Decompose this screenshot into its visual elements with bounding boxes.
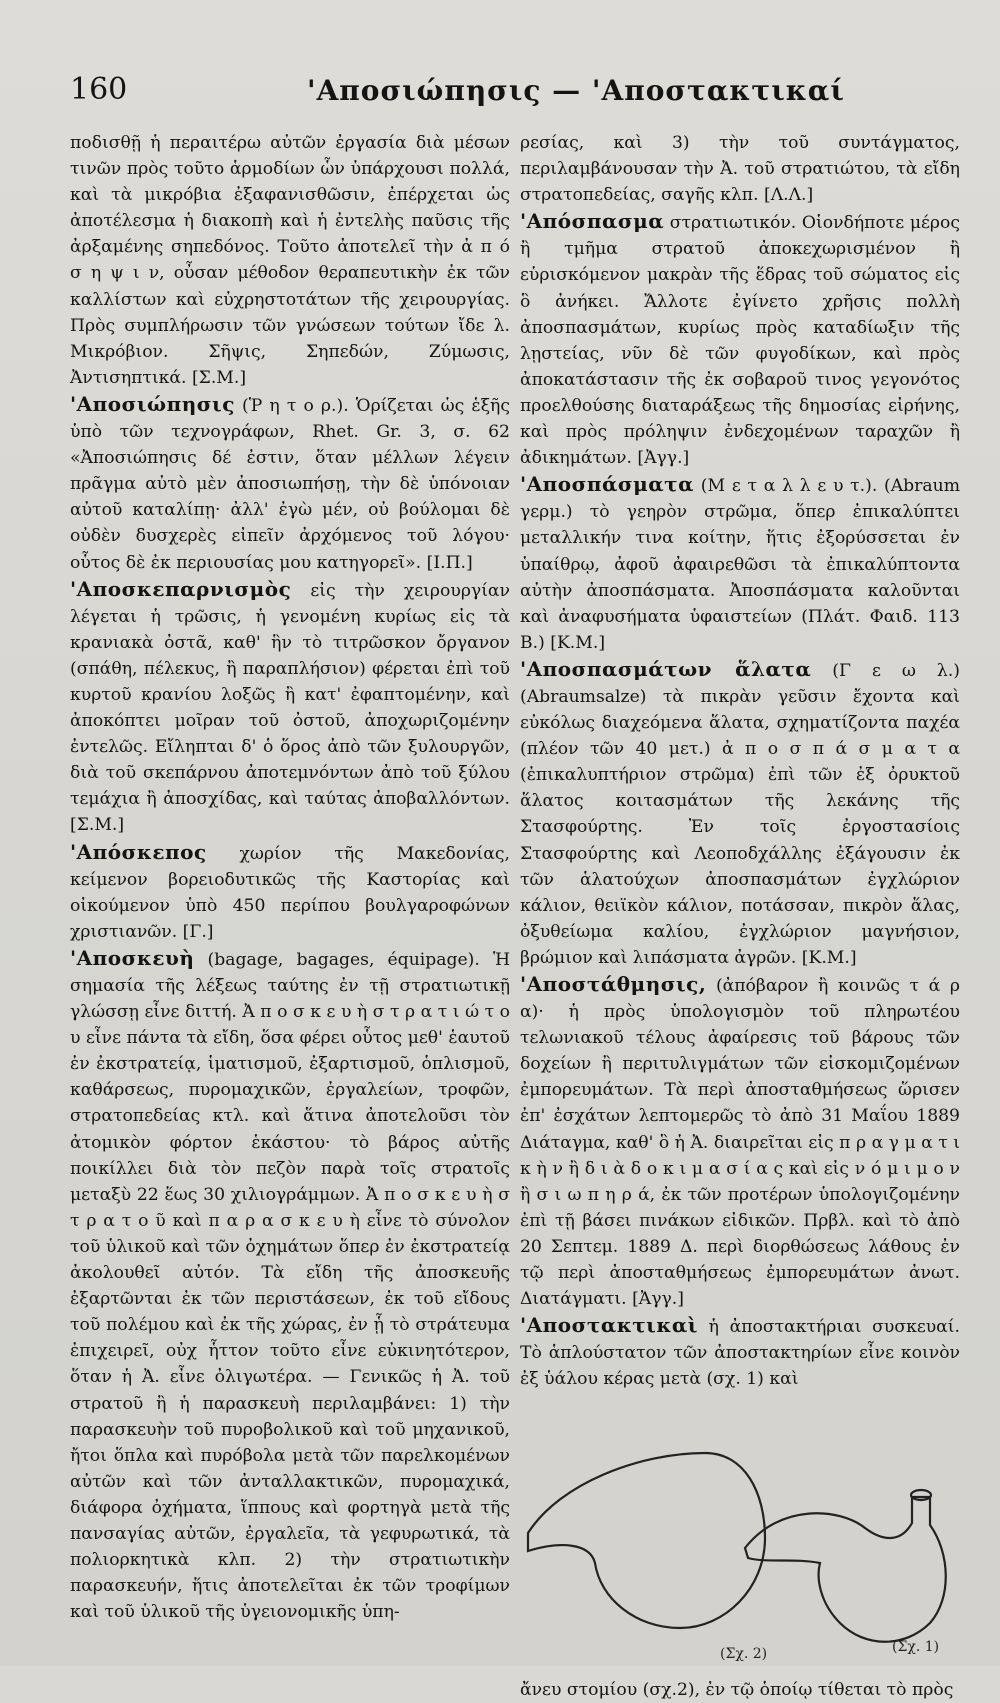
figure-caption-1: (Σχ. 1) bbox=[892, 1638, 940, 1655]
entry-text: χωρίον τῆς Μακεδονίας, κείμενον βορειοδυτικῶς τῆς Καστορίας καὶ οἰκούμενον ὑπὸ 450 περίπου βουλγαροφώνων χριστιανῶν. [Γ.] bbox=[70, 843, 510, 942]
entry-aposiopesis bbox=[70, 391, 510, 576]
entry-headword: 'Αποσπασμάτων ἅλατα bbox=[520, 656, 812, 681]
entry-text: στρατιωτικόν. Οἱονδήποτε μέρος ἢ τμῆμα στρατοῦ ἀποκεχωρισμένον ἢ εὑρισκόμενον μακρὰν τῆς ἕδρας τοῦ σώματος εἰς ὃ ἀνήκει. Ἄλλοτε ἐγίνετο χρῆσις πολλὴ ἀποσπασμάτων, κυρίως πρὸς καταδίωξιν τῆς λῃστείας, νῦν δὲ τῶν φυγοδίκων, καὶ πρὸς ἀποκατάστασιν τῆς ἐκ σοβαροῦ τινος γεγονότος προελθούσης διαταράξεως τῆς δημοσίας εἰρήνης, καὶ πρὸς πρόληψιν ἐνδεχομένων ταραχῶν ἢ ἀδικημάτων. [Ἀγγ.] bbox=[520, 213, 960, 469]
entry-continuation bbox=[70, 130, 510, 391]
entry-headword: 'Απόσπασμα bbox=[520, 209, 665, 234]
left-column bbox=[70, 130, 510, 1625]
entry-text: (bagage, bagages, équipage). Ἡ σημασία τῆς λέξεως ταύτης ἐν τῇ στρατιωτικῇ γλώσσῃ εἶνε διττή. Ἀ π ο σ κ ε υ ὴ σ τ ρ α τ ι ώ τ ο υ εἶνε πάντα τὰ εἴδη, ὅσα φέρει οὗτος μεθ' ἑαυτοῦ ἐν ἐκστρατείᾳ, ἱματισμοῦ, ἐξαρτισμοῦ, ὁπλισμοῦ, καθάρσεως, πυρομαχικῶν, ἐργαλείων, τροφῶν, στρατοπεδείας κτλ. καὶ ἅτινα ἀποτελοῦσι τὸν ἀτομικὸν φόρτον ἑκάστου· τὸ βάρος αὐτῆς ποικίλλει διὰ τὸν πεζὸν παρὰ τοῖς στρατοῖς μεταξὺ 22 ἕως 30 χιλιογράμμων. Ἀ π ο σ κ ε υ ὴ σ τ ρ α τ ο ῦ καὶ π α ρ α σ κ ε υ ὴ εἶνε τὸ σύνολον τοῦ ὑλικοῦ καὶ τῶν ὀχημάτων ὅπερ ἐν ἐκστρατείᾳ ἀκολουθεῖ αὐτόν. Τὰ εἴδη τῆς ἀποσκευῆς ἐξαρτῶνται ἐκ τῶν περιστάσεων, ἐκ τοῦ εἴδους τοῦ πολέμου καὶ ἐκ τῆς χώρας, ἐν ᾗ τὸ στράτευμα ἐπιχειρεῖ, οὐχ ἧττον τοῦτο εἶνε εὐκινητότερον, ὅταν ἡ Ἀ. εἶνε ὀλιγωτέρα. — Γενικῶς ἡ Ἀ. τοῦ στρατοῦ ἢ ἡ παρασκευὴ περιλαμβάνει: 1) τὴν παρασκευὴν τοῦ πυροβολικοῦ καὶ τοῦ μηχανικοῦ, ἤτοι ὅπλα καὶ πυρόβολα μετὰ τῶν παρελκομένων αὐτῶν καὶ τῶν ἀνταλλακτικῶν, πυρομαχικά, διάφορα ὀχήματα, ἵππους καὶ φορτηγὰ μετὰ τῆς πανσαγίας αὐτῶν, ἐργαλεῖα, τὰ γεφυρωτικά, τὰ πολιορκητικὰ κλπ. 2) τὴν στρατιωτικὴν παρασκευήν, ἥτις ἀποτελεῖται ἐκ τῶν τροφίμων καὶ τοῦ ὑλικοῦ τῆς ὑγειονομικῆς ὑπη- bbox=[70, 949, 510, 1623]
retort-illustrations bbox=[520, 1413, 960, 1673]
final-line: ἄνευ στομίου (σχ.2), ἐν τῷ ὁποίῳ τίθεται τὸ πρὸς bbox=[520, 1679, 954, 1700]
entry-text: εἰς τὴν χειρουργίαν λέγεται ἡ τρῶσις, ἡ γενομένη κυρίως εἰς τὰ κρανιακὰ ὀστᾶ, καθ' ἣν τὸ τιτρῶσκον ὄργανον (σπάθη, πέλεκυς, ἢ παραπλήσιον) φέρεται ἐπὶ τοῦ κυρτοῦ κρανίου λοξῶς ἢ κατ' ἐφαπτομένην, καὶ ἀποκόπτει μοῖραν τοῦ ὀστοῦ, ἀποχωριζομένην ἐντελῶς. Εἴληπται δ' ὁ ὅρος ἀπὸ τῶν ξυλουργῶν, διὰ τοῦ σκεπάρνου ἀποτεμνόντων ἀπὸ τοῦ ξύλου τεμάχια ἢ ἀποσχίδας, καὶ ταύτας ἀποβαλλόντων. [Σ.Μ.] bbox=[70, 580, 510, 836]
entry-text: ἡ ἀποστακτήριαι συσκευαί. Τὸ ἁπλούστατον τῶν ἀποστακτηρίων εἶνε κοινὸν ἐξ ὑάλου κέρας μετὰ (σχ. 1) καὶ bbox=[520, 1317, 960, 1390]
entry-apospasmaton-halata bbox=[520, 656, 960, 971]
right-column bbox=[520, 130, 960, 1703]
entry-headword: 'Αποσπάσματα bbox=[520, 472, 695, 497]
entry-headword: 'Αποστακτικαὶ bbox=[520, 1313, 698, 1338]
page-header bbox=[52, 72, 960, 112]
entry-headword: 'Απόσκεπος bbox=[70, 839, 207, 864]
entry-text: ρεσίας, καὶ 3) τὴν τοῦ συντάγματος, περιλαμβάνουσαν τὴν Ἀ. τοῦ στρατιώτου, τὰ εἴδη στρατοπεδείας, σαγῆς κλπ. [Λ.Λ.] bbox=[520, 133, 960, 206]
entry-headword: 'Αποσιώπησις bbox=[70, 391, 235, 416]
entry-aposkeparnismos bbox=[70, 576, 510, 839]
entry-apostathmesis bbox=[520, 971, 960, 1312]
running-head: 'Αποσιώπησις — 'Αποστακτικαί bbox=[307, 74, 845, 107]
retort-neck-opening bbox=[911, 1490, 931, 1500]
page-number: 160 bbox=[70, 72, 128, 107]
entry-apostaktikai bbox=[520, 1312, 960, 1392]
retort-figure-1 bbox=[745, 1497, 946, 1642]
retort-figure-2 bbox=[528, 1453, 765, 1628]
entry-aposkeue bbox=[70, 945, 510, 1625]
retort-figures bbox=[520, 1413, 960, 1673]
entry-apospasma bbox=[520, 208, 960, 471]
entry-text: (Γ ε ω λ.) (Abraumsalze) τὰ πικρὰν γεῦσιν ἔχοντα καὶ εὐκόλως διαχεόμενα ἅλατα, σχηματίζοντα παχέα (πλέον τῶν 40 μετ.) ἀ π ο σ π ά σ μ α τ α (ἐπικαλυπτήριον στρῶμα) ἐπὶ τῶν ἐξ ὀρυκτοῦ ἅλατος κοιτασμάτων τῆς λεκάνης τῆς Στασφούρτης. Ἐν τοῖς ἐργοστασίοις Στασφούρτης καὶ Λεοποδχάλλης ἐξάγουσιν ἐκ τῶν ἁλατούχων ἀποσπασμάτων ἐγχλώριον κάλιον, θειϊκὸν κάλιον, ποτάσσαν, πικρὸν ἅλας, ὀξυθείωμα καλίου, ἐγχλώριον μαγνήσιον, βρώμιον καὶ λιπάσματα ἀγρῶν. [Κ.Μ.] bbox=[520, 660, 960, 968]
entry-text: ποδισθῇ ἡ περαιτέρω αὐτῶν ἐργασία διὰ μέσων τινῶν πρὸς τοῦτο ἁρμοδίων ὧν ὑπάρχουσι πολλά, καὶ τὰ μικρόβια ἐξαφανισθῶσιν, ἐπέρχεται ὡς ἀποτέλεσμα ἡ διακοπὴ καὶ ἡ ἐντελὴς παῦσις τῆς ἀρξαμένης σηπεδόνος. Τοῦτο ἀποτελεῖ τὴν ἀ π ό σ η ψ ι ν, οὖσαν μέθοδον θεραπευτικὴν ἐκ τῶν καλλίστων καὶ εὐχρηστοτάτων τῆς χειρουργίας. Πρὸς συμπλήρωσιν τῶν γνώσεων τούτων ἴδε λ. Μικρόβιον. Σῆψις, Σηπεδών, Ζύμωσις, Ἀντισηπτικά. [Σ.Μ.] bbox=[70, 133, 510, 388]
entry-headword: 'Αποστάθμησις, bbox=[520, 972, 707, 996]
entry-aposkepos bbox=[70, 839, 510, 945]
entry-headword: 'Αποσκεπαρνισμὸς bbox=[70, 576, 292, 601]
figure-caption-2: (Σχ. 2) bbox=[720, 1645, 768, 1662]
entry-headword: 'Αποσκευὴ bbox=[70, 945, 195, 970]
entry-text: (ἀπόβαρον ἢ κοινῶς τ ά ρ α)· ἡ πρὸς ὑπολογισμὸν τοῦ πληρωτέου τελωνιακοῦ τέλους ἀφαίρεσις τοῦ βάρους τῶν δοχείων ἢ περιτυλιγμάτων τῶν εἰσκομιζομένων ἐμπορευμάτων. Τὰ περὶ ἀποσταθμήσεως ὥρισεν ἐπ' ἐσχάτων λεπτομερῶς τὸ ἀπὸ 31 Μαΐου 1889 Διάταγμα, καθ' ὃ ἡ Ἀ. διαιρεῖται εἰς π ρ α γ μ α τ ι κ ὴ ν ἢ δ ι ὰ δ ο κ ι μ α σ ί α ς καὶ εἰς ν ό μ ι μ ο ν ἢ σ ι ω π η ρ ά, ἐκ τῶν προτέρων ὑπολογιζομένην ἐπὶ τῇ βάσει πινάκων εἰδικῶν. Πρβλ. καὶ τὸ ἀπὸ 20 Σεπτεμ. 1889 Δ. περὶ διορθώσεως λάθους ἐν τῷ περὶ ἀποσταθμήσεως ἐμπορευμάτων ἀνωτ. Διατάγματι. [Ἀγγ.] bbox=[520, 976, 961, 1310]
entry-text: (Μ ε τ α λ λ ε υ τ.). (Abraum γερμ.) τὸ γεηρὸν στρῶμα, ὅπερ ἐπικαλύπτει μεταλλικήν τινα κοίτην, ἥτις ἐξορύσσεται ἐν ὑπαίθρῳ, ἀφοῦ ἀφαιρεθῶσι τὰ ἐπικαλύπτοντα αὐτὴν ἀποσπάσματα. Ἀποσπάσματα καλοῦνται καὶ ἀναφυσήματα ὑφαιστείων (Πλάτ. Φαιδ. 113 Β.) [Κ.Μ.] bbox=[520, 476, 960, 653]
entry-apospasmata bbox=[520, 471, 960, 656]
entry-text: (Ῥ η τ ο ρ.). Ὁρίζεται ὡς ἑξῆς ὑπὸ τῶν τεχνογράφων, Rhet. Gr. 3, σ. 62 «Ἀποσιώπησις δέ ἐστιν, ὅταν μέλλων λέγειν πρᾶγμα αὐτὸ μὲν ἀποσιωπήσῃ, τὴν δὲ ὑπόνοιαν αὐτοῦ καταλίπῃ· ἀλλ' ἐγὼ μέν, οὐ βούλομαι δὲ οὐδὲν δυσχερὲς εἰπεῖν ἀρχόμενος τοῦ λόγου· οὗτος δὲ ἐκ περιουσίας μου κατηγορεῖ». [Ι.Π.] bbox=[70, 395, 510, 573]
entry-continuation bbox=[520, 130, 960, 208]
